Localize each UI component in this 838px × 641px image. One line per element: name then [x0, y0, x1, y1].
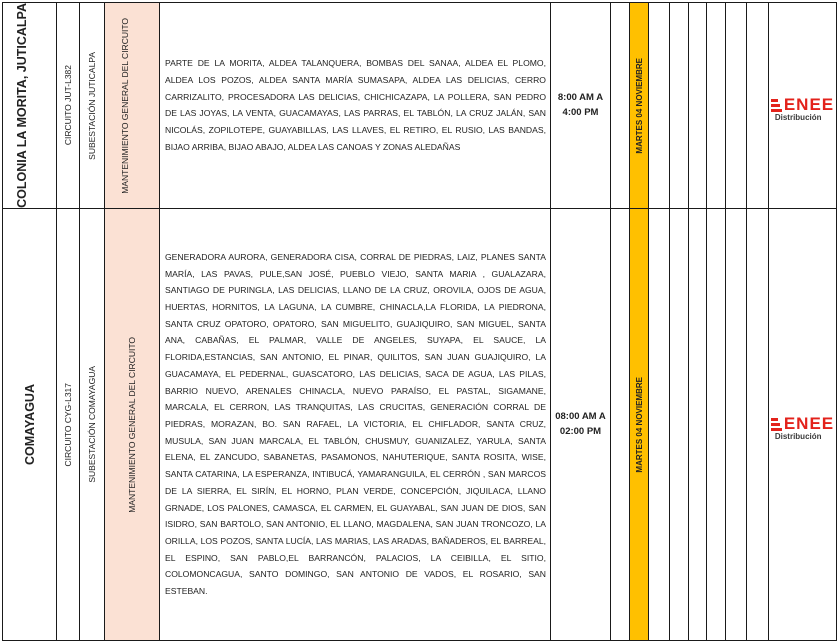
work-description: MANTENIMIENTO GENERAL DEL CIRCUITO — [127, 336, 137, 513]
time-cell — [551, 208, 611, 640]
enee-logo-mark-icon — [771, 99, 782, 112]
work-description: MANTENIMIENTO GENERAL DEL CIRCUITO — [120, 17, 130, 194]
logo-word: ENEE — [783, 414, 835, 434]
empty-day-cell — [611, 3, 630, 209]
substation-cell — [80, 208, 105, 640]
areas-cell — [160, 3, 551, 209]
date-cell — [630, 208, 649, 640]
empty-day-cell — [726, 208, 747, 640]
work-cell — [105, 208, 160, 640]
logo-subtitle: Distribución — [774, 432, 822, 442]
time-end: 4:00 PM — [562, 107, 599, 119]
empty-day-cell — [611, 208, 630, 640]
empty-day-cell — [747, 3, 769, 209]
empty-day-cell — [747, 208, 769, 640]
department-cell — [3, 208, 57, 640]
empty-day-cell — [707, 3, 726, 209]
time-end: 02:00 PM — [559, 426, 602, 438]
enee-logo — [771, 416, 834, 441]
empty-day-cell — [726, 3, 747, 209]
date-label: MARTES 04 NOVIEMBRE — [634, 376, 644, 473]
table-row — [3, 208, 837, 640]
logo-word: ENEE — [783, 95, 835, 115]
table-row — [3, 3, 837, 209]
logo-subtitle: Distribución — [774, 113, 822, 123]
empty-day-cell — [689, 3, 707, 209]
circuit-cell — [57, 3, 80, 209]
empty-day-cell — [649, 208, 670, 640]
department-cell — [3, 3, 57, 209]
logo-cell — [769, 3, 837, 209]
affected-areas-text: PARTE DE LA MORITA, ALDEA TALANQUERA, BOMBAS DEL SANAA, ALDEA EL PLOMO, ALDEA LOS POZOS, ALDEA SANTA MARÍA SUMASAPA, ALDEA LAS DELICIAS, CERRO CARRIZALITO, PROCESADORA LAS DELICIAS, CHICHICAZAPA, LA POLLERA, SAN PEDRO DE LAS JOYAS, LA VENTA, GUACAMAYAS, LAS PARRAS, EL TABLÓN, LA CRUZ JALÁN, SAN NICOLÁS, ZOPILOTEPE, GUAYABILLAS, LAS LLAVES, EL RETIRO, EL RUSIO, LAS BANDAS, BIJAO ARRIBA, BIJAO ABAJO, ALDEA LAS CANOAS Y ZONAS ALEDAÑAS — [165, 58, 546, 152]
substation-cell — [80, 3, 105, 209]
time-start: 8:00 AM A — [557, 92, 604, 104]
empty-day-cell — [649, 3, 670, 209]
empty-day-cell — [707, 208, 726, 640]
time-cell — [551, 3, 611, 209]
circuit-code: CIRCUITO CYG-L317 — [63, 382, 73, 467]
date-cell — [630, 3, 649, 209]
empty-day-cell — [670, 208, 689, 640]
work-cell — [105, 3, 160, 209]
time-start: 08:00 AM A — [555, 411, 606, 423]
empty-day-cell — [689, 208, 707, 640]
empty-day-cell — [670, 3, 689, 209]
circuit-cell — [57, 208, 80, 640]
enee-logo-mark-icon — [771, 418, 782, 431]
substation-name: SUBESTACIÓN COMAYAGUA — [87, 366, 97, 483]
department-name: COLONIA LA MORITA, JUTICALPA — [14, 3, 29, 208]
date-label: MARTES 04 NOVIEMBRE — [634, 57, 644, 154]
logo-cell — [769, 208, 837, 640]
department-name: COMAYAGUA — [22, 383, 37, 465]
enee-logo — [771, 97, 834, 122]
schedule-table — [2, 2, 837, 641]
areas-cell — [160, 208, 551, 640]
substation-name: SUBESTACIÓN JUTICALPA — [87, 51, 97, 160]
circuit-code: CIRCUITO JUT-L382 — [63, 65, 73, 146]
affected-areas-text: GENERADORA AURORA, GENERADORA CISA, CORRAL DE PIEDRAS, LAIZ, PLANES SANTA MARÍA, LAS PAVAS, PULE,SAN JOSÉ, PUEBLO VIEJO, SANTA MARIA , GUALAZARA, SANTIAGO DE PURINGLA, LAS DELICIAS, LLANO DE LA CRUZ, OROVILA, OJOS DE AGUA, HUERTAS, HORNITOS, LA LAGUNA, LA CUMBRE, CHINACLA,LA FLORIDA, LA PIEDRONA, SANTA CRUZ OPATORO, OPATORO, SAN MIGUELITO, GUAJIQUIRO, SAN MIGUEL, SANTA ANA, CABAÑAS, EL PALMAR, VALLE DE ANGELES, SUYAPA, EL SAUCE, LA FLORIDA,ESTANCIAS, SAN ANTONIO, EL PINAR, QUILITOS, SAN JUAN GUAJIQUIRO, LA GUACAMAYA, EL PEDERNAL, GUASCATORO, LAS DELICIAS, SACA DE AGUA, LAS PILAS, BARRIO NUEVO, ARENALES CHINACLA, NUEVO PARAÍSO, EL PASTAL, SIGAMANE, MARCALA, EL CERRON, LAS TRANQUITAS, LAS CRUCITAS, GENERACIÓN CORRAL DE PIEDRAS, MORAZAN, BO. SAN RAFAEL, LA VICTORIA, EL CHIFLADOR, SANTA CRUZ, MUSULA, SAN JUAN MARCALA, EL TABLÓN, CHUSMUY, GUANIZALEZ, YARULA, SANTA ELENA, EL ZANCUDO, SABANETAS, PASAMONOS, NAHUTERIQUE, SANTA ROSITA, WISE, SANTA CATARINA, LA ESPERANZA, INTIBUCÁ, YAMARANGUILA, EL CERRÓN , SAN MARCOS DE LA SIERRA, EL SIRÍN, EL HORNO, PLAN VERDE, CONCEPCIÓN, JIQUILACA, LLANO GRNADE, LOS PALONES, CAMASCA, EL CARMEN, EL GUAYABAL, SAN JUAN DE DIOS, SAN ISIDRO, SAN BARTOLO, SAN ANTONIO, EL LLANO, MAGDALENA, SAN JUAN TRONCOZO, LA ORILLA, LOS POZOS, SANTA LUCÍA, LAS MARIAS, LAS ARADAS, BAÑADEROS, EL BARREAL, EL ESPINO, SAN PABLO,EL BARRANCÓN, PALACIOS, LA CEIBILLA, EL SITIO, COLOMONCAGUA, SANTO DOMINGO, SAN ANTONIO DE VADOS, EL ROSARIO, SAN ESTEBAN. — [165, 251, 546, 597]
